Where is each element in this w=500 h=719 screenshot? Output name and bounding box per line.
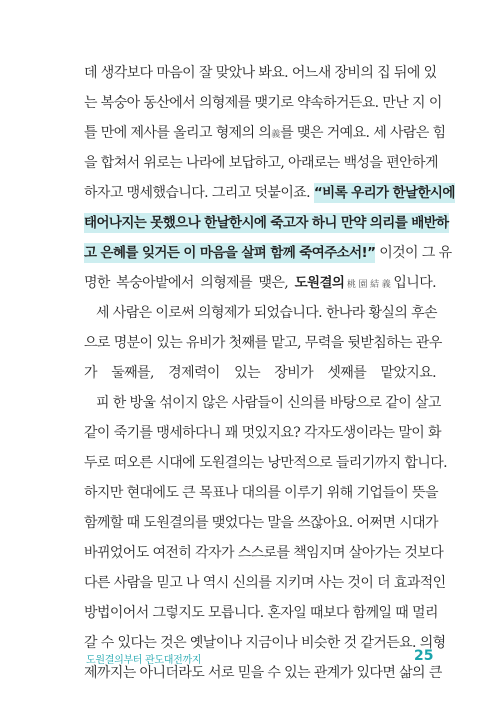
hanja-annotation: 義 [271,130,281,140]
line-text: 함께할 때 도원결의를 맺었다는 말을 쓰잖아요. 어쩌면 시대가 [84,515,438,531]
text-line [84,508,436,538]
line-text: 세 사람은 이로써 의형제가 되었습니다. 한나라 황실의 후손 [96,305,437,321]
text-line [84,58,436,88]
line-text: 바뀌었어도 여전히 각자가 스스로를 책임지며 살아가는 것보다 [84,545,444,561]
text-line [84,478,436,508]
text-line [84,538,444,568]
highlighted-quote: 고 은혜를 잊거든 이 마음을 살펴 함께 죽여주소서!” [84,245,376,261]
text-line [84,328,442,358]
line-text: 으로 명분이 있는 유비가 첫째를 맡고, 무력을 뒷받침하는 관우 [84,335,442,351]
bold-term: 도원결의 [294,275,345,291]
highlighted-quote: “비록 우리가 한날한시에 [313,185,455,201]
running-footer-title: 도원결의부터 관도대전까지 [86,655,202,666]
text-line [84,148,436,178]
highlighted-quote: 태어나지는 못했으나 한날한시에 죽고자 하니 만약 의리를 배반하 [84,215,449,231]
line-text: 갈 수 있다는 것은 옛날이나 지금이나 비슷한 것 같거든요. 의형 [84,635,446,651]
line-text: 피 한 방울 섞이지 않은 사람들이 신의를 바탕으로 같이 살고 [96,395,441,411]
line-text: 를 맺은 거예요. 세 사람은 힘 [280,125,446,141]
body-text [84,58,455,688]
text-line [84,418,441,448]
line-text: 입니다. [393,275,436,291]
text-line [84,568,446,598]
line-text: 가 둘째를, 경제력이 있는 장비가 셋째를 맡았지요. [84,365,436,381]
line-text: 데 생각보다 마음이 잘 맞았나 봐요. 어느새 장비의 집 뒤에 있 [84,65,437,81]
text-line [84,208,449,238]
line-text: 방법이어서 그렇지도 모릅니다. 혼자일 때보다 함께일 때 멀리 [84,605,438,621]
line-text: 이것이 그 유 [375,245,452,261]
text-line [84,268,436,298]
line-text: 하지만 현대에도 큰 목표나 대의를 이루기 위해 기업들이 뜻을 [84,485,438,501]
text-line [84,178,455,208]
text-line [84,238,452,268]
line-text: 제까지는 아니더라도 서로 믿을 수 있는 관계가 있다면 삶의 큰 [84,665,442,681]
text-line [84,598,436,628]
line-text: 두로 떠오른 시대에 도원결의는 낭만적으로 들리기까지 합니다. [84,455,447,471]
line-text: 같이 죽기를 맹세하다니 꽤 멋있지요? 각자도생이라는 말이 화 [84,425,441,441]
hanja-annotation: 桃園結義 [344,280,394,290]
text-line [84,388,441,418]
text-line [84,118,446,148]
text-line [84,448,447,478]
line-text: 틀 만에 제사를 올리고 형제의 의 [84,125,272,141]
line-text: 하자고 맹세했습니다. 그리고 덧붙이죠. [84,185,314,201]
text-line [84,298,436,328]
line-text: 명한 복숭아밭에서 의형제를 맺은, [84,275,295,291]
page-number: 25 [414,648,434,664]
line-text: 다른 사람을 믿고 나 역시 신의를 지키며 사는 것이 더 효과적인 [84,575,446,591]
line-text: 을 합쳐서 위로는 나라에 보답하고, 아래로는 백성을 편안하게 [84,155,438,171]
text-line [84,358,436,388]
line-text: 는 복숭아 동산에서 의형제를 맺기로 약속하거든요. 만난 지 이 [84,95,442,111]
text-line [84,88,442,118]
